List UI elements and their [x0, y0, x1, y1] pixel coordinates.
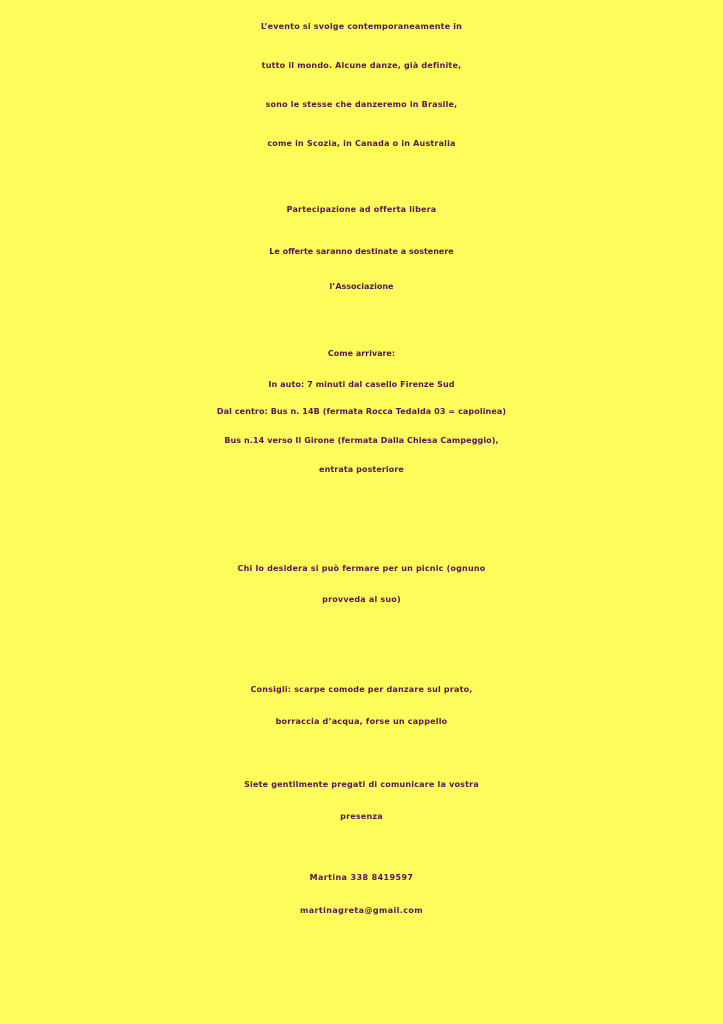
directions-car: In auto: 7 minuti dal casello Firenze Sud: [268, 380, 455, 389]
participation-line-1: Le offerte saranno destinate a sostenere: [269, 247, 454, 256]
participation-title: Partecipazione ad offerta libera: [286, 205, 437, 214]
advice-line-2: borraccia d’acqua, forse un cappello: [275, 717, 448, 726]
intro-line-4: come in Scozia, in Canada o in Australia: [267, 139, 456, 148]
contact-name-phone: Martina 338 8419597: [309, 873, 414, 882]
directions-bus-14: Bus n.14 verso Il Girone (fermata Dalla Chiesa Campeggio),: [224, 436, 499, 445]
participation-line-2: l’Associazione: [329, 282, 394, 291]
rsvp-line-2: presenza: [340, 812, 383, 821]
directions-title: Come arrivare:: [327, 349, 396, 358]
intro-line-1: L’evento si svolge contemporaneamente in: [260, 22, 463, 31]
intro-line-2: tutto il mondo. Alcune danze, già definite,: [261, 61, 462, 70]
directions-entrance: entrata posteriore: [319, 465, 404, 474]
rsvp-line-1: Siete gentilmente pregati di comunicare la vostra: [244, 780, 479, 789]
advice-line-1: Consigli: scarpe comode per danzare sul prato,: [250, 685, 473, 694]
intro-line-3: sono le stesse che danzeremo in Brasile,: [265, 100, 458, 109]
picnic-line-1: Chi lo desidera si può fermare per un picnic (ognuno: [237, 564, 486, 573]
contact-email[interactable]: martinagreta@gmail.com: [299, 906, 424, 915]
picnic-line-2: provveda al suo): [322, 595, 401, 604]
directions-bus-14b: Dal centro: Bus n. 14B (fermata Rocca Tedalda 03 = capolinea): [216, 407, 507, 416]
